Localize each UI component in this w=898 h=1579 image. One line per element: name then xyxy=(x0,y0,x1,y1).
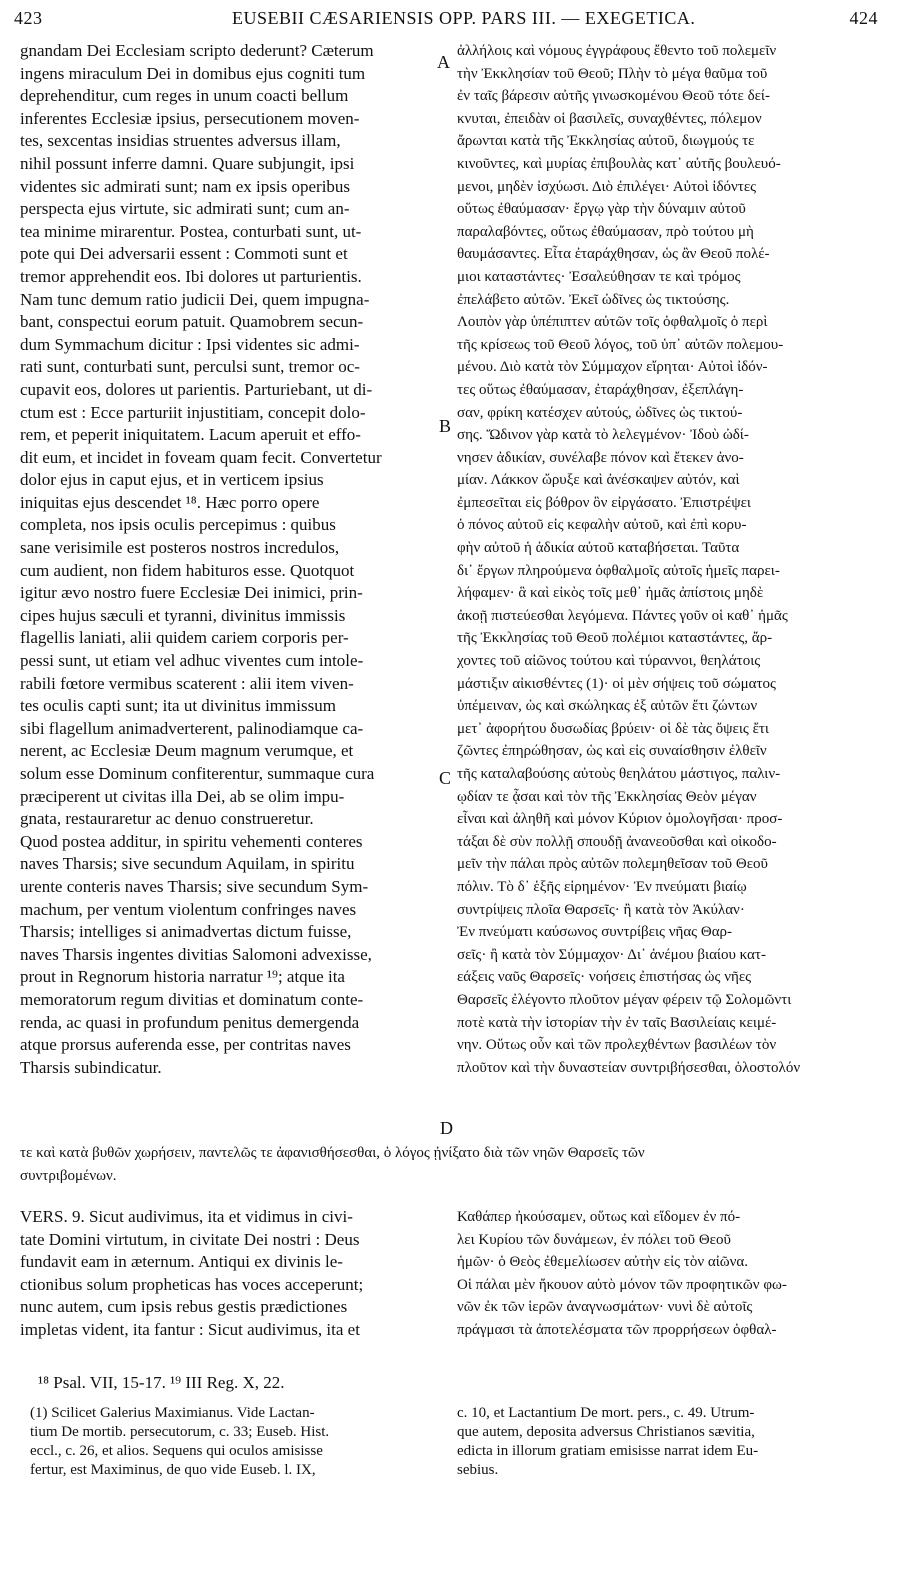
text-line: λήφαμεν· ἃ καὶ εἰκὸς τοῖς μεθ᾽ ἡμᾶς ἀπίστοις μηδὲ xyxy=(457,585,764,602)
text-line: συντρίψεις πλοῖα Θαρσεῖς· ἢ κατὰ τὸν Ἀκύλαν· xyxy=(457,901,745,918)
text-line: cipes hujus sæculi et tyranni, divinitus immissis xyxy=(20,605,346,625)
text-line: ἀκοῇ πιστεύεσθαι λεγόμενα. Πάντες γοῦν οἱ καθ᾽ ἡμᾶς xyxy=(457,607,788,624)
footnote-line: que autem, deposita adversus Christianos sævitia, xyxy=(457,1424,755,1440)
text-line: nunc autem, cum ipsis rebus gestis prædictiones xyxy=(20,1297,348,1317)
greek-verse-9 xyxy=(457,1206,889,1342)
text-line: ὁ πόνος αὐτοῦ εἰς κεφαλὴν αὐτοῦ, καὶ ἐπὶ κορυ- xyxy=(457,517,747,534)
text-line: rabili fœtore vermibus scaterent : alii item viven- xyxy=(20,673,354,693)
text-line: pote qui Dei adversarii essent : Commoti sunt et xyxy=(20,244,348,264)
text-line: μιοι καταστάντες· Ἐσαλεύθησαν τε καὶ τρόμος xyxy=(457,268,741,285)
text-line: nihil possunt inferre damni. Quare subjungit, ipsi xyxy=(20,153,355,173)
text-line: Καθάπερ ἠκούσαμεν, οὕτως καὶ εἴδομεν ἐν πό- xyxy=(457,1209,741,1225)
text-line: gnandam Dei Ecclesiam scripto dederunt? Cæterum xyxy=(20,41,374,60)
text-line: πόλιν. Τὸ δ᾽ ἑξῆς εἰρημένον· Ἐν πνεύματι βιαίῳ xyxy=(457,878,747,895)
text-line: μενοι, μηδὲν ἰσχύωσι. Διὸ ἐπιλέγει· Αὐτοὶ ἰδόντες xyxy=(457,178,757,195)
text-line: Θαρσεῖς ἐλέγοντο πλοῦτον μέγαν φέρειν τῷ Σολομῶντι xyxy=(457,991,792,1008)
footnote-left xyxy=(30,1404,440,1480)
text-line: solum esse Dominum confiterentur, summaque cura xyxy=(20,764,375,783)
footnote-line: c. 10, et Lactantium De mort. pers., c. 49. Utrum- xyxy=(457,1405,755,1421)
text-line: nerent, ac Ecclesiæ Deum magnum verumque, et xyxy=(20,741,354,761)
text-line: ἄρωνται κατὰ τῆς Ἐκκλησίας αὐτοῦ, διωγμούς τε xyxy=(457,133,755,150)
text-line: deprehenditur, cum reges in unum coacti bellum xyxy=(20,86,349,106)
text-line: memoratorum regum divitias et dominatum conte- xyxy=(20,989,364,1009)
text-line: sibi flagellum animadverterent, palinodiamque ca- xyxy=(20,718,364,738)
text-line: Tharsis; intelliges si animadvertas dictum fuisse, xyxy=(20,922,352,942)
text-line: machum, per ventum violentum confringes naves xyxy=(20,899,357,919)
text-line: Λοιπὸν γὰρ ὑπέπιπτεν αὐτῶν τοῖς ὀφθαλμοῖς ὁ περὶ xyxy=(457,314,768,331)
text-line: νην. Οὕτως οὖν καὶ τῶν προλεχθέντων βασιλέων τὸν xyxy=(457,1037,777,1054)
text-line: rati sunt, conturbati sunt, perculsi sunt, tremor oc- xyxy=(20,357,360,377)
text-line: τες οὕτως ἐθαύμασαν, ἐταράχθησαν, ἐξεπλάγη- xyxy=(457,381,744,398)
running-title: EUSEBII CÆSARIENSIS OPP. PARS III. — EXEGETICA. xyxy=(232,8,696,28)
text-line: Ἐν πνεύματι καύσωνος συντρίβεις νῆας Θαρ- xyxy=(457,924,733,941)
text-line: νησεν ἀδικίαν, συνέλαβε πόνον καὶ ἔτεκεν ἀνο- xyxy=(457,449,744,466)
text-line: ῳδίαν τε ᾆσαι καὶ τὸν τῆς Ἐκκλησίας Θεὸν μέγαν xyxy=(457,788,757,805)
text-line: flagellis laniati, alii quidem cariem corporis per- xyxy=(20,628,349,648)
text-line: οὕτως ἐθαύμασαν· ἔργῳ γὰρ τὴν δύναμιν αὐτοῦ xyxy=(457,201,746,218)
text-line: δι᾽ ἔργων πληρούμενα ὀφθαλμοῖς αὐτοῖς ἡμεῖς παρει- xyxy=(457,562,780,579)
latin-column xyxy=(20,40,440,1079)
text-line: μένου. Διὸ κατὰ τὸν Σύμμαχον εἴρηται· Αὐτοὶ ἰδόν- xyxy=(457,359,768,376)
text-line: ἐν ταῖς βάρεσιν αὐτῆς γινωσκομένου Θεοῦ τότε δεί- xyxy=(457,88,770,105)
footnote-line: (1) Scilicet Galerius Maximianus. Vide Lactan- xyxy=(30,1405,315,1421)
margin-marker-b: B xyxy=(439,416,452,436)
text-line: μετ᾽ ἀφορήτου δυσωδίας βρύειν· οἱ δὲ τὰς ὄψεις ἔτι xyxy=(457,720,769,737)
text-line: μάστιξιν αἰκισθέντες (1)· οἱ μὲν σήψεις τοῦ σώματος xyxy=(457,675,776,692)
text-line: τῆς καταλαβούσης αὐτοὺς θεηλάτου μάστιγος, παλιν- xyxy=(457,766,781,782)
text-line: ctum est : Ecce parturiit injustitiam, concepit dolo- xyxy=(20,402,366,422)
text-line: πλοῦτον καὶ τὴν δυναστείαν συντριβήσεσθαι, ὁλοστολόν xyxy=(457,1059,801,1076)
footnote-line: tium De mortib. persecutorum, c. 33; Euseb. Hist. xyxy=(30,1424,330,1440)
margin-marker-c: C xyxy=(439,768,452,788)
text-line: Οἱ πάλαι μὲν ἤκουον αὐτὸ μόνον τῶν προφητικῶν φω- xyxy=(457,1276,787,1293)
text-line: σης. Ὤδινον γὰρ κατὰ τὸ λελεγμένον· Ἰδοὺ ὠδί- xyxy=(457,427,749,444)
text-line: μεῖν τὴν πάλαι πρὸς αὐτῶν πολεμηθεῖσαν τοῦ Θεοῦ xyxy=(457,856,768,873)
text-line: κνυται, ἐπειδὰν οἱ βασιλεῖς, συναχθέντες, πόλεμον xyxy=(457,110,762,127)
latin-verse-9 xyxy=(20,1206,440,1342)
text-line: ἐμπεσεῖται εἰς βόθρον ὃν εἰργάσατο. Ἐπιστρέψει xyxy=(457,494,751,511)
left-page-number: 423 xyxy=(14,8,43,28)
text-line: perspecta ejus virtute, sic admirati sunt; cum an- xyxy=(20,199,350,219)
margin-marker-a: A xyxy=(437,52,450,72)
footnote-right xyxy=(457,1404,889,1480)
text-line: λει Κυρίου τῶν δυνάμεων, ἐν πόλει τοῦ Θεοῦ xyxy=(457,1231,731,1248)
text-line: dum Symmachum dicitur : Ipsi videntes sic admi- xyxy=(20,334,360,354)
text-line: ζῶντες ἐπηρώθησαν, ὡς καὶ εἰς συναίσθησιν ἐλθεῖν xyxy=(457,743,767,760)
text-line: μίαν. Λάκκον ὤρυξε καὶ ἀνέσκαψεν αὐτόν, καὶ xyxy=(457,472,740,489)
footnote-line: eccl., c. 26, et alios. Sequens qui oculos amisisse xyxy=(30,1443,323,1459)
text-line: impletas vident, ita fantur : Sicut audivimus, ita et xyxy=(20,1319,360,1339)
text-line: præciperent ut civitas illa Dei, ab se olim impu- xyxy=(20,786,345,806)
text-line: ὑπέμειναν, ὡς καὶ σκώληκας ἐξ αὐτῶν ἔτι ζώντων xyxy=(457,698,758,715)
text-line: cum audient, non fidem habituros esse. Quotquot xyxy=(20,560,355,580)
text-line: σαν, φρίκη κατέσχεν αὐτούς, ὠδῖνες ὡς τικτού- xyxy=(457,404,743,421)
text-line: atque prorsus auferenda esse, per contritas naves xyxy=(20,1035,351,1055)
text-line: naves Tharsis; sive secundum Aquilam, in spiritu xyxy=(20,854,355,874)
text-line: ἡμῶν· ὁ Θεὸς ἐθεμελίωσεν αὐτὴν εἰς τὸν αἰῶνα. xyxy=(457,1254,749,1271)
text-line: τῆς κρίσεως τοῦ Θεοῦ λόγος, τοῦ ὑπ᾽ αὐτῶν πολεμου- xyxy=(457,336,784,353)
text-line: φὴν αὐτοῦ ἡ ἀδικία αὐτοῦ καταβήσεται. Ταῦτα xyxy=(457,540,740,557)
text-line: συντριβομένων. xyxy=(20,1167,117,1184)
right-page-number: 424 xyxy=(849,8,878,28)
text-line: bant, conspectui eorum patuit. Quamobrem secun- xyxy=(20,312,364,332)
text-line: prout in Regnorum historia narratur ¹⁹; atque ita xyxy=(20,967,345,987)
text-line: ctionibus solum propheticas has voces acceperunt; xyxy=(20,1274,364,1294)
text-line: χοντες τοῦ αἰῶνος τούτου καὶ τύραννοι, θεηλάτοις xyxy=(457,653,761,670)
text-line: dolor ejus in caput ejus, et in verticem ipsius xyxy=(20,470,324,490)
text-line: completa, nos ipsis oculis percepimus : quibus xyxy=(20,515,336,535)
text-line: τῆς Ἐκκλησίας τοῦ Θεοῦ πολέμιοι καταστάντες, ἄρ- xyxy=(457,630,773,647)
text-line: τάξαι δὲ σὺν πολλῇ σπουδῇ ἀνανεοῦσθαι καὶ οἰκοδο- xyxy=(457,833,777,850)
text-line: tea minime mirarentur. Postea, conturbati sunt, ut- xyxy=(20,221,362,241)
text-line: gnata, restauraretur ac denuo construeretur. xyxy=(20,809,314,829)
footnote-line: fertur, est Maximinus, de quo vide Euseb. l. IX, xyxy=(30,1462,316,1478)
text-line: tate Domini virtutum, in civitate Dei nostri : Deus xyxy=(20,1229,360,1249)
text-line: dit eum, et incidet in foveam quam fecit. Convertetur xyxy=(20,447,382,467)
greek-column xyxy=(457,40,889,1079)
text-line: fundavit eam in æternum. Antiqui ex divinis le- xyxy=(20,1252,343,1272)
text-line: ποτὲ κατὰ τὴν ἱστορίαν τὴν ἐν ταῖς Βασιλείαις κειμέ- xyxy=(457,1014,777,1031)
text-line: Nam tunc demum ratio judicii Dei, quem impugna- xyxy=(20,289,370,309)
text-line: σεῖς· ἢ κατὰ τὸν Σύμμαχον· Δι᾽ ἀνέμου βιαίου κατ- xyxy=(457,946,766,963)
text-line: inferentes Ecclesiæ ipsius, persecutionem moven- xyxy=(20,108,360,128)
text-line: iniquitas ejus descendet ¹⁸. Hæc porro opere xyxy=(20,492,320,512)
text-line: εάξεις ναῦς Θαρσεῖς· νοήσεις ἐπιστήσας ὡς νῆες xyxy=(457,969,752,986)
text-line: ἀλλήλοις καὶ νόμους ἐγγράφους ἔθεντο τοῦ πολεμεῖν xyxy=(457,43,777,59)
margin-marker-d: D xyxy=(440,1118,453,1138)
text-line: cupavit eos, dolores ut parientis. Parturiebant, ut di- xyxy=(20,379,373,399)
text-line: urente conteris naves Tharsis; sive secundum Sym- xyxy=(20,876,369,896)
text-line: videntes sic admirati sunt; nam ex ipsis operibus xyxy=(20,176,351,196)
text-line: τε καὶ κατὰ βυθῶν χωρήσειν, παντελῶς τε ἀφανισθήσεσθαι, ὁ λόγος ᾐνίξατο διὰ τῶν νηῶν Θαρσεῖς τῶν xyxy=(20,1145,645,1161)
text-line: ἐπελάβετο αὐτῶν. Ἐκεῖ ὠδῖνες ὡς τικτούσης. xyxy=(457,291,730,308)
text-line: τὴν Ἐκκλησίαν τοῦ Θεοῦ; Πλὴν τὸ μέγα θαῦμα τοῦ xyxy=(457,65,768,82)
text-line: tes, sexcentas insidias struentes adversus illam, xyxy=(20,131,341,151)
text-line: VERS. 9. Sicut audivimus, ita et vidimus in civi- xyxy=(20,1207,353,1226)
text-line: tremor apprehendit eos. Ibi dolores ut parturientis. xyxy=(20,266,362,286)
text-line: νῶν ἐκ τῶν ἱερῶν ἀναγνωσμάτων· νυνὶ δὲ αὐτοῖς xyxy=(457,1299,753,1316)
text-line: Tharsis subindicatur. xyxy=(20,1057,162,1077)
text-line: κινοῦντες, καὶ μυρίας ἐπιβουλὰς κατ᾽ αὐτῆς βουλευό- xyxy=(457,155,781,172)
greek-full-width-lines xyxy=(20,1142,890,1187)
text-line: pessi sunt, ut etiam vel adhuc viventes cum intole- xyxy=(20,651,364,671)
text-line: igitur ævo nostro fuere Ecclesiæ Dei inimici, prin- xyxy=(20,583,363,603)
text-line: εἶναι καὶ ἀληθῆ καὶ μόνον Κύριον ὁμολογῆσαι· προσ- xyxy=(457,811,783,828)
text-line: naves Tharsis ingentes divitias Salomoni advexisse, xyxy=(20,944,372,964)
text-line: παραλαβόντες, οὕτως ἐθαύμασαν, πρὸ τούτου μὴ xyxy=(457,223,754,240)
text-line: sane verisimile est posteros nostros incredulos, xyxy=(20,538,340,558)
text-line: Quod postea additur, in spiritu vehementi conteres xyxy=(20,831,363,851)
text-line: ingens miraculum Dei in domibus ejus cogniti tum xyxy=(20,63,366,83)
footnote-line: sebius. xyxy=(457,1462,499,1478)
text-line: tes oculis capti sunt; ita ut divinitus immissum xyxy=(20,696,336,716)
text-line: rem, et peperit iniquitatem. Lacum aperuit et effo- xyxy=(20,425,361,445)
text-line: renda, ac quasi in profundum penitus demergenda xyxy=(20,1012,360,1032)
footnote-references: ¹⁸ Psal. VII, 15-17. ¹⁹ III Reg. X, 22. xyxy=(38,1373,285,1392)
text-line: θαυμάσαντες. Εἶτα ἐταράχθησαν, ὡς ἂν Θεοῦ πολέ- xyxy=(457,246,770,263)
footnote-line: edicta in illorum gratiam emisisse narrat idem Eu- xyxy=(457,1443,759,1459)
text-line: πράγμασι τὰ ἀποτελέσματα τῶν προρρήσεων ὀφθαλ- xyxy=(457,1321,777,1338)
